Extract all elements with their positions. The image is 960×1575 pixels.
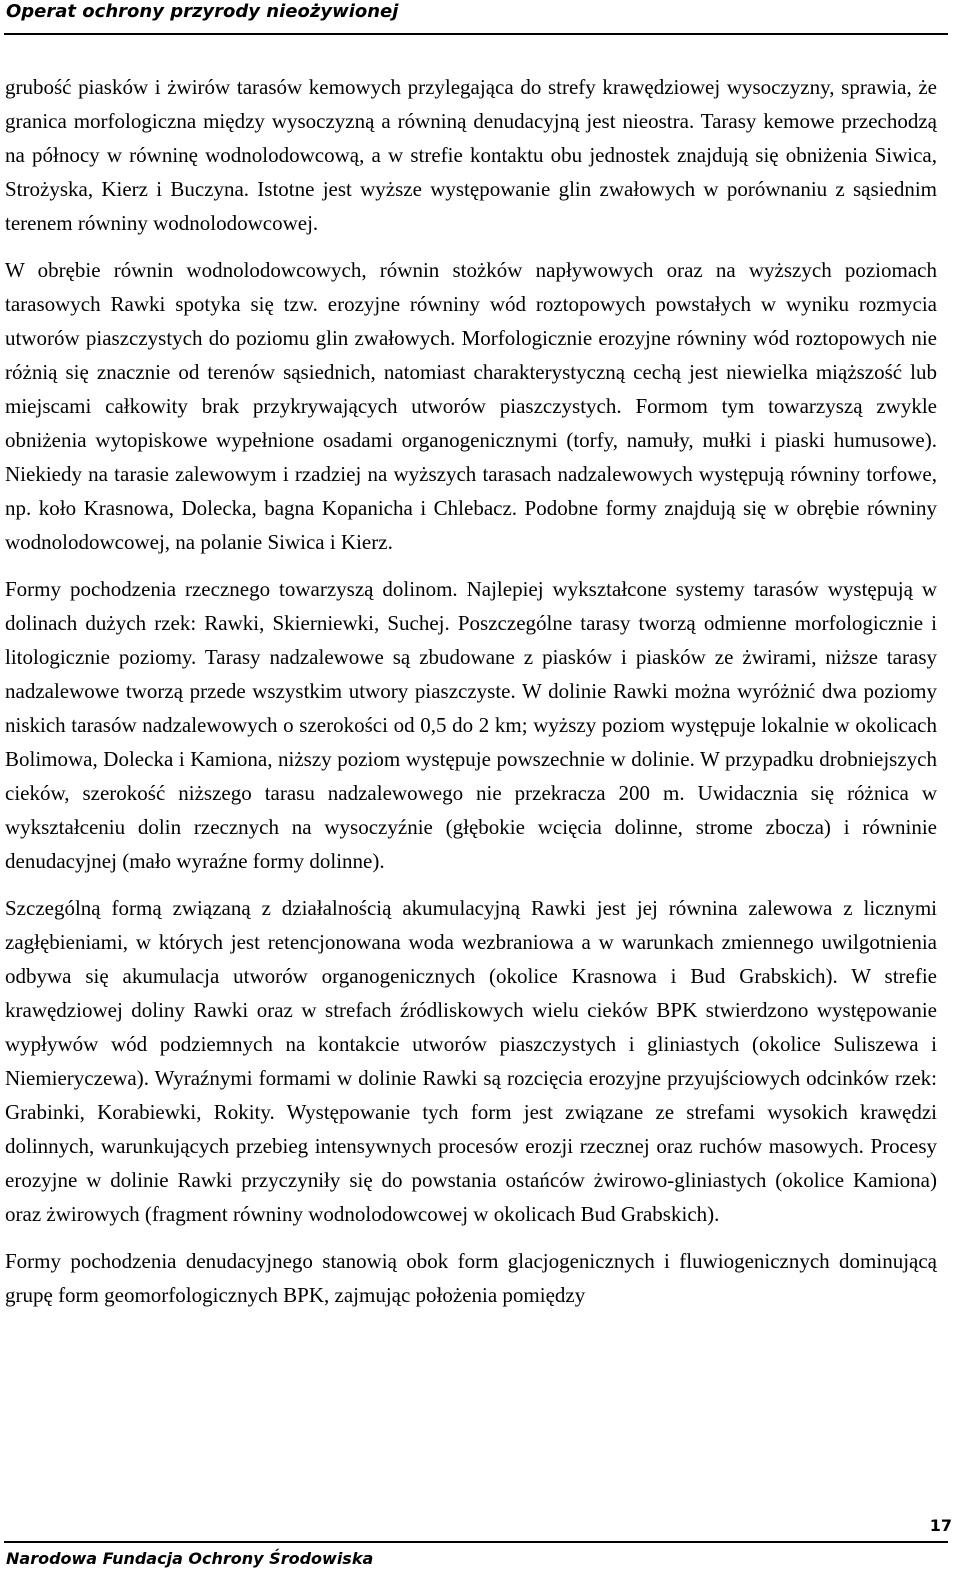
page-header-title: Operat ochrony przyrody nieożywionej [6,1,399,22]
paragraph-3: Formy pochodzenia rzecznego towarzyszą dolinom. Najlepiej wykształcone systemy tarasów występują w dolinach dużych rzek: Rawki, Skierniewki, Suchej. Poszczególne tarasy tworzą odmienne morfologicznie i litologicznie poziomy. Tarasy nadzalewowe są zbudowane z piasków i piasków ze żwirami, niższe tarasy nadzalewowe tworzą przede wszystkim utwory piaszczyste. W dolinie Rawki można wyróżnić dwa poziomy niskich tarasów nadzalewowych o szerokości od 0,5 do 2 km; wyższy poziom występuje lokalnie w okolicach Bolimowa, Dolecka i Kamiona, niższy poziom występuje powszechnie w dolinie. W przypadku drobniejszych cieków, szerokość niższego tarasu nadzalewowego nie przekracza 200 m. Uwidacznia się różnica w wykształceniu dolin rzecznych na wysoczyźnie (głębokie wcięcia dolinne, strome zbocza) i równinie denudacyjnej (mało wyraźne formy dolinne). [5,577,937,873]
footer-divider [4,1541,948,1543]
header-divider [4,33,948,35]
footer-organization: Narodowa Fundacja Ochrony Środowiska [6,1549,374,1568]
paragraph-1: grubość piasków i żwirów tarasów kemowych przylegająca do strefy krawędziowej wysoczyzny, sprawia, że granica morfologiczna między wysoczyzną a równiną denudacyjną jest nieostra. Tarasy kemowe przechodzą na północy w równinę wodnolodowcową, a w strefie kontaktu obu jednostek znajdują się obniżenia Siwica, Strożyska, Kierz i Buczyna. Istotne jest wyższe występowanie glin zwałowych w porównaniu z sąsiednim terenem równiny wodnolodowcowej. [5,75,937,235]
paragraph-2: W obrębie równin wodnolodowcowych, równin stożków napływowych oraz na wyższych poziomach tarasowych Rawki spotyka się tzw. erozyjne równiny wód roztopowych powstałych w wyniku rozmycia utworów piaszczystych do poziomu glin zwałowych. Morfologicznie erozyjne równiny wód roztopowych nie różnią się znacznie od terenów sąsiednich, natomiast charakterystyczną cechą jest niewielka miąższość lub miejscami całkowity brak przykrywających utworów piaszczystych. Formom tym towarzyszą zwykle obniżenia wytopiskowe wypełnione osadami organogenicznymi (torfy, namuły, mułki i piaski humusowe). Niekiedy na tarasie zalewowym i rzadziej na wyższych tarasach nadzalewowych występują równiny torfowe, np. koło Krasnowa, Dolecka, bagna Kopanicha i Chlebacz. Podobne formy znajdują się w obrębie równiny wodnolodowcowej, na polanie Siwica i Kierz. [5,258,937,554]
paragraph-4: Szczególną formą związaną z działalnością akumulacyjną Rawki jest jej równina zalewowa z licznymi zagłębieniami, w których jest retencjonowana woda wezbraniowa a w warunkach zmiennego uwilgotnienia odbywa się akumulacja utworów organogenicznych (okolice Krasnowa i Bud Grabskich). W strefie krawędziowej doliny Rawki oraz w strefach źródliskowych wielu cieków BPK stwierdzono występowanie wypływów wód podziemnych na kontakcie utworów piaszczystych i gliniastych (okolice Suliszewa i Niemieryczewa). Wyraźnymi formami w dolinie Rawki są rozcięcia erozyjne przyujściowych odcinków rzek: Grabinki, Korabiewki, Rokity. Występowanie tych form jest związane ze strefami wysokich krawędzi dolinnych, warunkujących przebieg intensywnych procesów erozji rzecznej oraz ruchów masowych. Procesy erozyjne w dolinie Rawki przyczyniły się do powstania ostańców żwirowo-gliniastych (okolice Kamiona) oraz żwirowych (fragment równiny wodnolodowcowej w okolicach Bud Grabskich). [5,896,937,1226]
document-body [5,70,937,1325]
page-number: 17 [929,1516,952,1535]
paragraph-5: Formy pochodzenia denudacyjnego stanowią obok form glacjogenicznych i fluwiogenicznych dominującą grupę form geomorfologicznych BPK, zajmując położenia pomiędzy [5,1249,937,1307]
